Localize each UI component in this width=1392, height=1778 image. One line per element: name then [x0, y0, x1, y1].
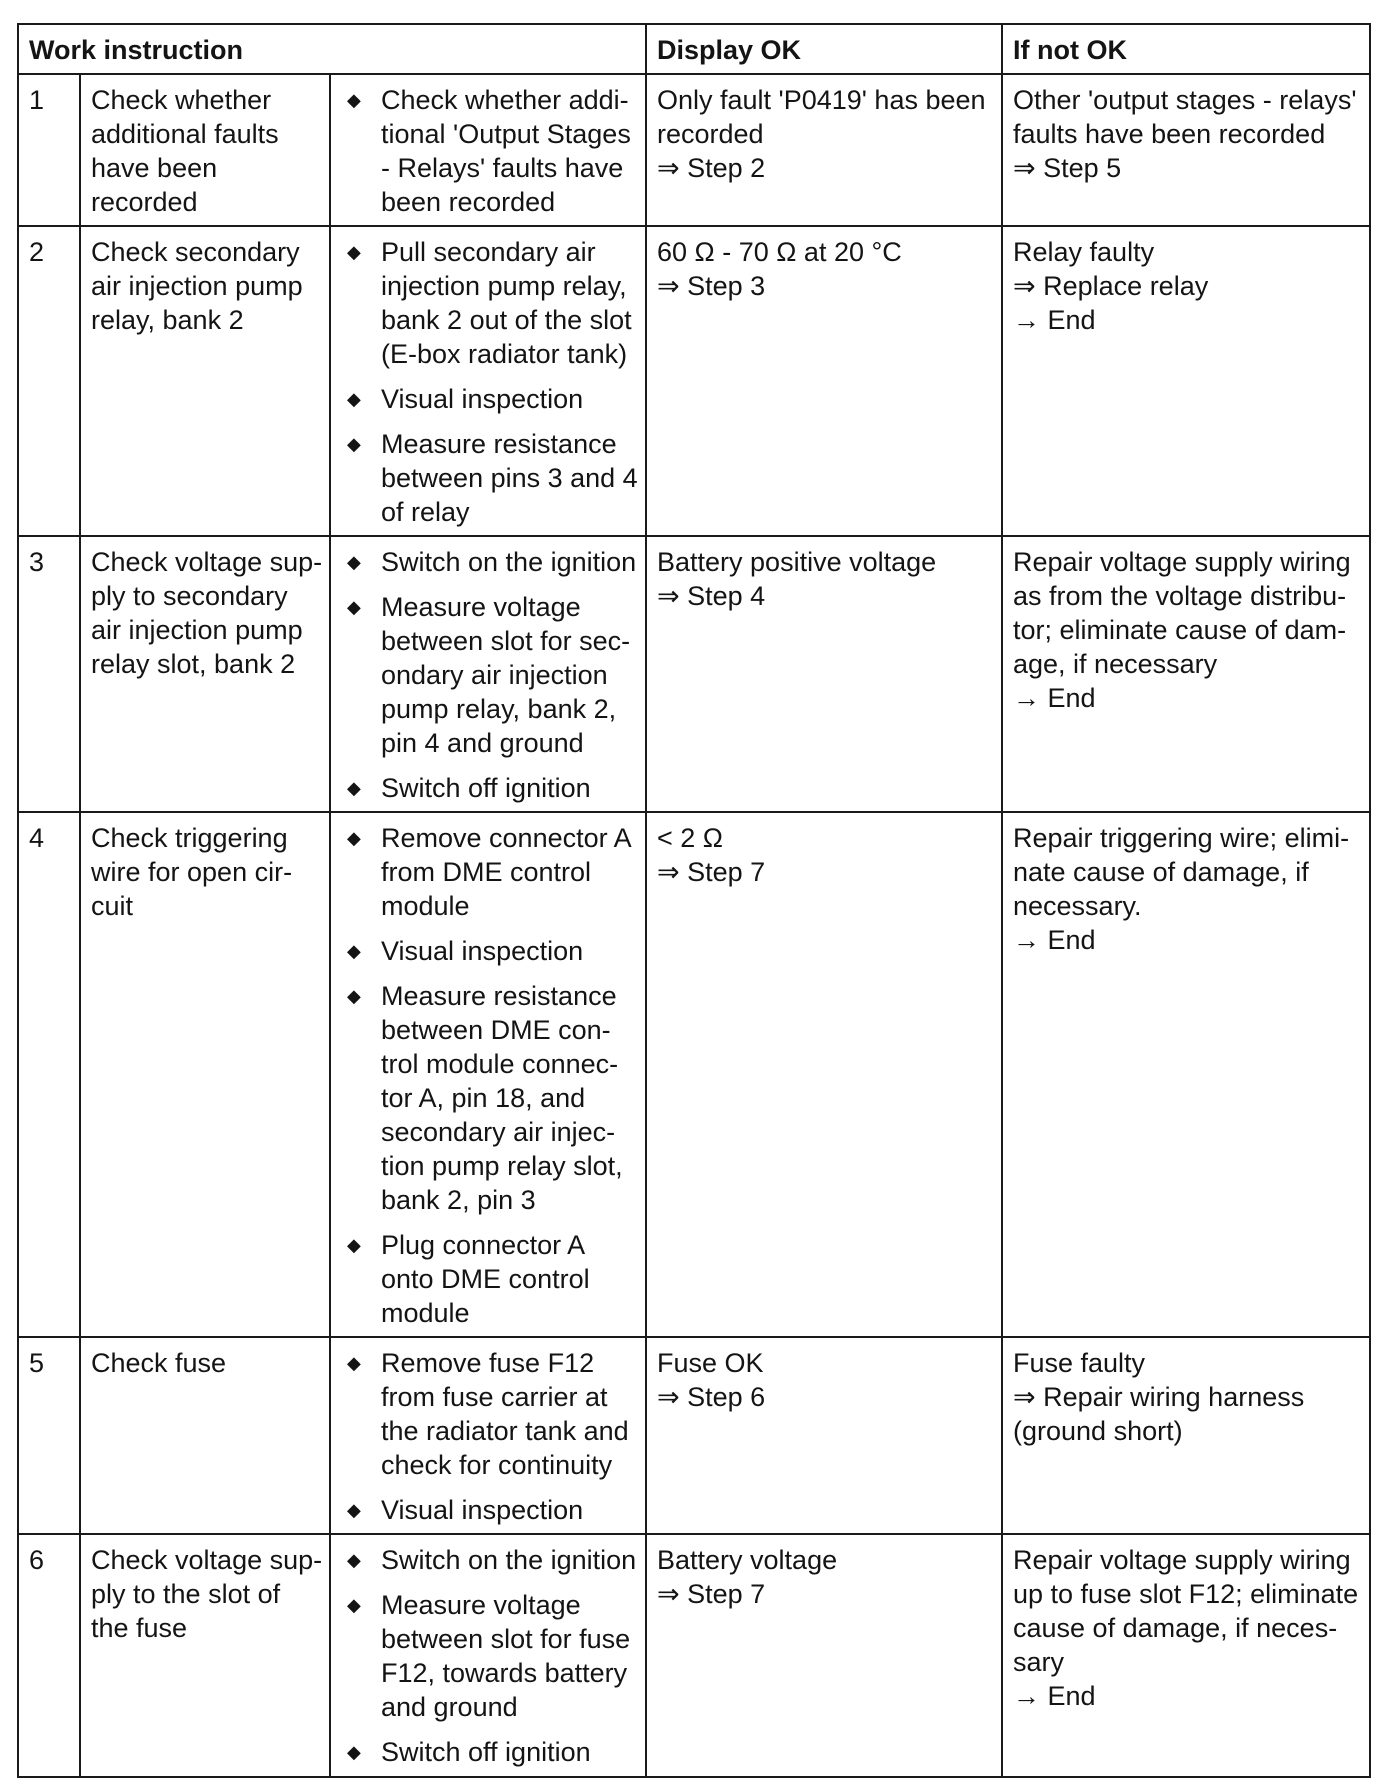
action-line: Remove connector A [381, 823, 632, 853]
action-line: trol module connec- [381, 1049, 619, 1079]
task-line: additional faults [91, 119, 279, 149]
action-line: module [381, 891, 470, 921]
actions-cell [330, 812, 646, 1337]
table-row [18, 226, 1370, 536]
bullet-icon: ◆ [347, 986, 361, 1006]
not-ok-line: Fuse faulty [1013, 1348, 1146, 1378]
action-line: from fuse carrier at [381, 1382, 608, 1412]
action-line: Switch on the ignition [381, 547, 637, 577]
action-line: pin 4 and ground [381, 728, 584, 758]
action-line: tional 'Output Stages [381, 119, 631, 149]
bullet-icon: ◆ [347, 1235, 361, 1255]
action-item [341, 821, 635, 923]
table-row [18, 74, 1370, 226]
step-number: 6 [18, 1534, 80, 1777]
action-line: of relay [381, 497, 470, 527]
not-ok-line: Repair voltage supply wiring [1013, 1545, 1351, 1575]
step-number: 1 [18, 74, 80, 226]
action-line: secondary air injec- [381, 1117, 616, 1147]
action-line: between slot for sec- [381, 626, 631, 656]
action-line: tor A, pin 18, and [381, 1083, 586, 1113]
task-line: cuit [91, 891, 134, 921]
display-ok-cell [646, 226, 1002, 536]
action-line: Measure resistance [381, 981, 617, 1011]
not-ok-line: → End [1013, 925, 1096, 955]
bullet-icon: ◆ [347, 1500, 361, 1520]
ok-line: ⇒ Step 7 [657, 857, 766, 887]
ok-line: ⇒ Step 3 [657, 271, 766, 301]
task-cell [80, 226, 330, 536]
action-line: - Relays' faults have [381, 153, 624, 183]
action-line: injection pump relay, [381, 271, 627, 301]
ok-line: ⇒ Step 6 [657, 1382, 766, 1412]
not-ok-cell [1002, 74, 1370, 226]
bullet-icon: ◆ [347, 1353, 361, 1373]
not-ok-cell [1002, 1534, 1370, 1777]
display-ok-cell [646, 74, 1002, 226]
actions-cell [330, 1534, 646, 1777]
action-line: onto DME control [381, 1264, 590, 1294]
action-line: Measure voltage [381, 1590, 581, 1620]
task-line: wire for open cir- [91, 857, 293, 887]
task-line: Check triggering [91, 823, 288, 853]
ok-line: ⇒ Step 7 [657, 1579, 766, 1609]
not-ok-line: age, if necessary [1013, 649, 1218, 679]
not-ok-line: → End [1013, 683, 1096, 713]
action-item [341, 235, 635, 371]
task-cell [80, 536, 330, 812]
not-ok-line: tor; eliminate cause of dam- [1013, 615, 1347, 645]
not-ok-line: as from the voltage distribu- [1013, 581, 1347, 611]
bullet-icon: ◆ [347, 778, 361, 798]
action-line: Visual inspection [381, 1495, 584, 1525]
task-line: Check voltage sup- [91, 547, 323, 577]
action-line: Remove fuse F12 [381, 1348, 595, 1378]
step-number: 4 [18, 812, 80, 1337]
task-line: the fuse [91, 1613, 188, 1643]
table-row [18, 536, 1370, 812]
action-line: from DME control [381, 857, 592, 887]
not-ok-line: → End [1013, 1681, 1096, 1711]
action-item [341, 1588, 635, 1724]
not-ok-line: ⇒ Replace relay [1013, 271, 1209, 301]
action-line: Check whether addi- [381, 85, 629, 115]
action-line: Switch off ignition [381, 773, 591, 803]
action-item [341, 382, 635, 416]
table-row [18, 1534, 1370, 1777]
bullet-icon: ◆ [347, 434, 361, 454]
bullet-icon: ◆ [347, 1550, 361, 1570]
step-number: 2 [18, 226, 80, 536]
header-display-ok: Display OK [646, 24, 1002, 74]
action-line: Plug connector A [381, 1230, 586, 1260]
action-item [341, 545, 635, 579]
task-line: ply to the slot of [91, 1579, 281, 1609]
step-number: 5 [18, 1337, 80, 1534]
action-line: pump relay, bank 2, [381, 694, 617, 724]
work-instruction-table [17, 23, 1371, 1778]
display-ok-cell [646, 812, 1002, 1337]
not-ok-line: (ground short) [1013, 1416, 1183, 1446]
ok-line: Battery positive voltage [657, 547, 937, 577]
display-ok-cell [646, 1337, 1002, 1534]
action-item [341, 1493, 635, 1527]
step-number: 3 [18, 536, 80, 812]
not-ok-cell [1002, 812, 1370, 1337]
task-cell [80, 812, 330, 1337]
action-line: and ground [381, 1692, 518, 1722]
action-line: check for continuity [381, 1450, 613, 1480]
bullet-icon: ◆ [347, 941, 361, 961]
not-ok-line: Other 'output stages - relays' [1013, 85, 1357, 115]
task-line: Check voltage sup- [91, 1545, 323, 1575]
action-line: tion pump relay slot, [381, 1151, 623, 1181]
action-line: Visual inspection [381, 936, 584, 966]
not-ok-cell [1002, 536, 1370, 812]
action-line: been recorded [381, 187, 556, 217]
action-line: Switch off ignition [381, 1737, 591, 1767]
ok-line: Battery voltage [657, 1545, 838, 1575]
action-line: (E-box radiator tank) [381, 339, 628, 369]
action-item [341, 1543, 635, 1577]
bullet-icon: ◆ [347, 1742, 361, 1762]
task-line: Check fuse [91, 1348, 227, 1378]
task-cell [80, 1337, 330, 1534]
not-ok-line: cause of damage, if neces- [1013, 1613, 1338, 1643]
display-ok-cell [646, 536, 1002, 812]
action-item [341, 771, 635, 805]
task-line: air injection pump [91, 615, 303, 645]
task-line: air injection pump [91, 271, 303, 301]
action-item [341, 934, 635, 968]
bullet-icon: ◆ [347, 828, 361, 848]
task-line: Check whether [91, 85, 272, 115]
not-ok-line: Relay faulty [1013, 237, 1155, 267]
action-item [341, 83, 635, 219]
action-line: Visual inspection [381, 384, 584, 414]
not-ok-line: necessary. [1013, 891, 1142, 921]
not-ok-line: Repair triggering wire; elimi- [1013, 823, 1350, 853]
ok-line: < 2 Ω [657, 823, 723, 853]
task-line: ply to secondary [91, 581, 288, 611]
action-line: bank 2, pin 3 [381, 1185, 536, 1215]
task-line: have been [91, 153, 218, 183]
actions-cell [330, 536, 646, 812]
action-line: module [381, 1298, 470, 1328]
bullet-icon: ◆ [347, 597, 361, 617]
action-line: Pull secondary air [381, 237, 596, 267]
action-line: Measure voltage [381, 592, 581, 622]
actions-cell [330, 226, 646, 536]
ok-line: recorded [657, 119, 764, 149]
not-ok-line: nate cause of damage, if [1013, 857, 1309, 887]
header-row [18, 24, 1370, 74]
task-line: relay, bank 2 [91, 305, 244, 335]
task-cell [80, 1534, 330, 1777]
task-cell [80, 74, 330, 226]
bullet-icon: ◆ [347, 242, 361, 262]
ok-line: Fuse OK [657, 1348, 764, 1378]
action-item [341, 979, 635, 1217]
ok-line: ⇒ Step 4 [657, 581, 766, 611]
header-if-not-ok: If not OK [1002, 24, 1370, 74]
not-ok-line: ⇒ Step 5 [1013, 153, 1122, 183]
task-line: relay slot, bank 2 [91, 649, 296, 679]
task-line: Check secondary [91, 237, 300, 267]
action-line: between slot for fuse [381, 1624, 631, 1654]
action-line: bank 2 out of the slot [381, 305, 632, 335]
bullet-icon: ◆ [347, 552, 361, 572]
ok-line: Only fault 'P0419' has been [657, 85, 986, 115]
header-work-instruction: Work instruction [18, 24, 646, 74]
not-ok-line: → End [1013, 305, 1096, 335]
action-line: between pins 3 and 4 [381, 463, 638, 493]
not-ok-line: Repair voltage supply wiring [1013, 547, 1351, 577]
not-ok-cell [1002, 226, 1370, 536]
bullet-icon: ◆ [347, 90, 361, 110]
not-ok-cell [1002, 1337, 1370, 1534]
actions-cell [330, 1337, 646, 1534]
table-row [18, 1337, 1370, 1534]
action-line: between DME con- [381, 1015, 611, 1045]
action-line: ondary air injection [381, 660, 608, 690]
action-item [341, 590, 635, 760]
bullet-icon: ◆ [347, 389, 361, 409]
table-row [18, 812, 1370, 1337]
ok-line: 60 Ω - 70 Ω at 20 °C [657, 237, 902, 267]
not-ok-line: sary [1013, 1647, 1065, 1677]
task-line: recorded [91, 187, 198, 217]
action-line: F12, towards battery [381, 1658, 628, 1688]
actions-cell [330, 74, 646, 226]
bullet-icon: ◆ [347, 1595, 361, 1615]
not-ok-line: faults have been recorded [1013, 119, 1326, 149]
ok-line: ⇒ Step 2 [657, 153, 766, 183]
action-line: the radiator tank and [381, 1416, 629, 1446]
action-line: Measure resistance [381, 429, 617, 459]
action-line: Switch on the ignition [381, 1545, 637, 1575]
not-ok-line: up to fuse slot F12; eliminate [1013, 1579, 1359, 1609]
display-ok-cell [646, 1534, 1002, 1777]
not-ok-line: ⇒ Repair wiring harness [1013, 1382, 1305, 1412]
action-item [341, 427, 638, 529]
action-item [341, 1346, 635, 1482]
table-body [18, 74, 1370, 1777]
action-item [341, 1228, 635, 1330]
action-item [341, 1735, 635, 1769]
